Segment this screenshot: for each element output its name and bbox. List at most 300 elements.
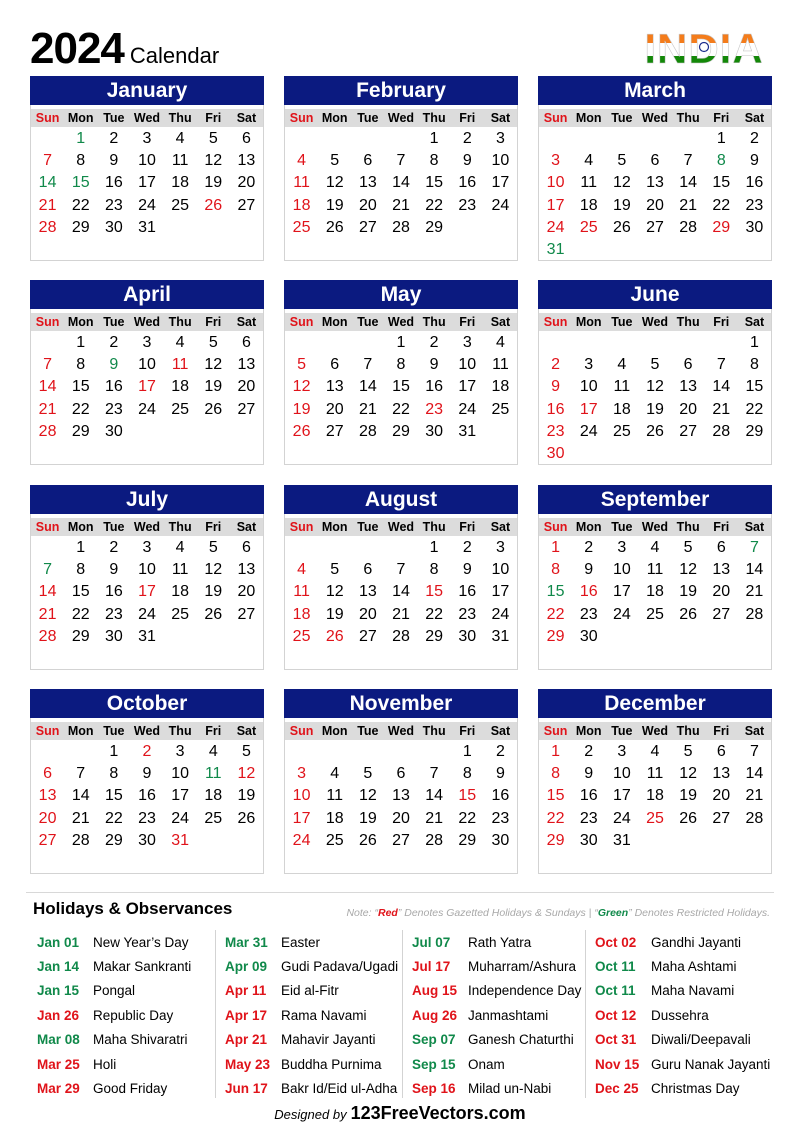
- day-cell: 1: [749, 334, 759, 351]
- weekday-label: Tue: [103, 520, 125, 534]
- weekday-header: [285, 109, 517, 127]
- day-cell: 24: [171, 809, 190, 827]
- weekday-label: Wed: [387, 111, 415, 125]
- day-cell: 27: [358, 627, 377, 645]
- day-cell: 6: [241, 539, 251, 556]
- weekday-label: Mon: [575, 111, 602, 125]
- holiday-row: [28, 1003, 212, 1027]
- month-name: June: [538, 280, 772, 309]
- empty-cell: [605, 332, 638, 354]
- day-cell: 2: [584, 539, 594, 556]
- empty-cell: [285, 537, 318, 559]
- holiday-name: Gandhi Jayanti: [651, 934, 742, 950]
- holiday-row: [586, 1052, 770, 1076]
- day-cell: 23: [579, 809, 598, 827]
- day-cell: 19: [292, 400, 311, 418]
- day-cell: 12: [679, 561, 698, 579]
- holiday-row: [28, 1052, 212, 1076]
- weekday-label: Sun: [289, 315, 314, 329]
- day-cell: 29: [71, 422, 90, 440]
- day-cell: 23: [491, 809, 510, 827]
- day-cell: 8: [396, 356, 406, 374]
- day-cell: 16: [425, 378, 444, 396]
- day-cell: 20: [679, 400, 698, 418]
- weekday-label: Mon: [67, 724, 94, 738]
- weekday-label: Wed: [387, 520, 415, 534]
- day-cell: 7: [683, 152, 693, 170]
- empty-cell: [418, 741, 451, 763]
- holiday-name: Milad un-Nabi: [468, 1081, 552, 1097]
- holiday-date: May 23: [225, 1056, 271, 1072]
- empty-cell: [572, 332, 605, 354]
- weekday-label: Fri: [205, 315, 222, 329]
- holiday-date: Jan 01: [37, 934, 80, 950]
- empty-cell: [638, 128, 671, 150]
- day-cell: 5: [208, 130, 218, 147]
- empty-cell: [705, 332, 738, 354]
- day-cell: 20: [392, 809, 410, 827]
- holiday-row: [28, 1076, 212, 1100]
- credit-site: 123FreeVectors.com: [350, 1103, 526, 1123]
- month-september: [538, 485, 772, 670]
- day-cell: 10: [138, 356, 156, 374]
- day-cell: 18: [171, 583, 190, 601]
- day-cell: 16: [458, 174, 477, 192]
- empty-cell: [605, 128, 638, 150]
- day-cell: 15: [425, 583, 444, 601]
- day-cell: 17: [138, 174, 156, 192]
- day-cell: 22: [104, 809, 123, 827]
- day-cell: 13: [325, 378, 344, 396]
- day-cell: 28: [712, 422, 731, 440]
- day-cell: 18: [171, 378, 190, 396]
- weekday-label: Mon: [67, 315, 94, 329]
- holiday-date: Aug 26: [412, 1007, 458, 1023]
- day-cell: 12: [204, 561, 223, 579]
- logo-text: INDIA: [644, 28, 764, 66]
- empty-cell: [539, 332, 572, 354]
- day-cell: 28: [745, 605, 764, 623]
- day-cell: 14: [392, 583, 410, 601]
- day-cell: 31: [546, 240, 565, 258]
- day-cell: 29: [458, 831, 477, 849]
- day-cell: 27: [712, 809, 731, 827]
- day-cell: 25: [292, 627, 311, 645]
- day-cell: 13: [38, 787, 57, 805]
- day-cell: 18: [612, 400, 631, 418]
- day-cell: 26: [646, 422, 664, 440]
- day-cell: 3: [617, 743, 627, 760]
- day-cell: 28: [392, 627, 410, 645]
- day-cell: 3: [142, 130, 152, 147]
- weekday-label: Thu: [168, 315, 192, 329]
- day-cell: 23: [104, 400, 123, 418]
- day-cell: 5: [330, 561, 340, 579]
- day-cell: 5: [363, 765, 373, 783]
- month-december: [538, 689, 772, 874]
- day-cell: 17: [138, 583, 156, 601]
- weekday-label: Sat: [490, 315, 511, 329]
- weekday-label: Mon: [321, 111, 348, 125]
- holiday-column: [585, 930, 770, 1098]
- weekday-label: Tue: [357, 724, 379, 738]
- weekday-label: Thu: [676, 111, 700, 125]
- note-prefix: Note: “: [346, 907, 378, 919]
- empty-cell: [539, 128, 572, 150]
- day-cell: 30: [579, 831, 598, 849]
- day-cell: 27: [712, 605, 731, 623]
- day-cell: 31: [458, 422, 477, 440]
- day-cell: 4: [297, 152, 307, 170]
- day-cell: 12: [358, 787, 377, 805]
- days-grid: [285, 741, 517, 852]
- weekday-label: Sun: [543, 111, 568, 125]
- month-october: [30, 689, 264, 874]
- day-cell: 23: [745, 196, 764, 214]
- day-cell: 21: [425, 809, 444, 827]
- day-cell: 22: [712, 196, 731, 214]
- holiday-date: Oct 02: [595, 934, 637, 950]
- month-february: [284, 76, 518, 261]
- holiday-row: [216, 930, 400, 954]
- day-cell: 30: [104, 422, 123, 440]
- holiday-row: [586, 930, 770, 954]
- holidays-section: [26, 892, 774, 1101]
- weekday-label: Tue: [103, 315, 125, 329]
- holiday-row: [216, 954, 400, 978]
- day-cell: 8: [749, 356, 759, 374]
- title-word: Calendar: [129, 43, 220, 68]
- day-cell: 27: [237, 400, 256, 418]
- holiday-date: Apr 17: [225, 1007, 268, 1023]
- day-cell: 22: [392, 400, 410, 418]
- day-cell: 22: [546, 809, 565, 827]
- day-cell: 16: [491, 787, 510, 805]
- empty-cell: [31, 537, 64, 559]
- weekday-label: Sun: [35, 111, 60, 125]
- note-suffix: ” Denotes Restricted Holidays.: [628, 907, 770, 919]
- day-cell: 19: [612, 196, 631, 214]
- day-cell: 13: [712, 561, 731, 579]
- day-cell: 28: [745, 809, 764, 827]
- day-cell: 23: [104, 196, 123, 214]
- day-cell: 3: [175, 743, 185, 760]
- holiday-row: [586, 954, 770, 978]
- day-cell: 10: [138, 561, 156, 579]
- weekday-header: [539, 518, 771, 536]
- day-cell: 6: [716, 743, 726, 760]
- days-grid: [539, 128, 771, 261]
- day-cell: 16: [104, 378, 123, 396]
- day-cell: 26: [292, 422, 311, 440]
- day-cell: 26: [358, 831, 377, 849]
- day-cell: 6: [330, 356, 340, 374]
- holiday-row: [28, 979, 212, 1003]
- day-cell: 13: [358, 174, 377, 192]
- month-july: [30, 485, 264, 670]
- day-cell: 16: [579, 787, 598, 805]
- holiday-date: Sep 07: [412, 1032, 456, 1048]
- holiday-date: Apr 09: [225, 959, 268, 975]
- month-name: August: [284, 485, 518, 514]
- day-cell: 7: [76, 765, 86, 783]
- weekday-label: Sat: [490, 520, 511, 534]
- day-cell: 10: [491, 152, 510, 170]
- day-cell: 7: [43, 152, 53, 170]
- day-cell: 6: [241, 130, 251, 147]
- days-grid: [539, 537, 771, 648]
- day-cell: 1: [551, 539, 561, 556]
- day-cell: 20: [358, 196, 377, 214]
- day-cell: 24: [138, 196, 156, 214]
- day-cell: 27: [237, 196, 256, 214]
- day-cell: 13: [358, 583, 377, 601]
- day-cell: 3: [617, 539, 627, 556]
- holiday-name: Mahavir Jayanti: [281, 1032, 376, 1048]
- day-cell: 4: [650, 743, 660, 760]
- holiday-date: Jun 17: [225, 1081, 268, 1097]
- day-cell: 1: [76, 539, 86, 556]
- day-cell: 24: [458, 400, 477, 418]
- holiday-date: Oct 31: [595, 1032, 637, 1048]
- empty-cell: [318, 128, 351, 150]
- day-cell: 19: [325, 605, 344, 623]
- day-cell: 19: [204, 174, 223, 192]
- day-cell: 21: [392, 605, 410, 623]
- holiday-name: Janmashtami: [468, 1007, 549, 1023]
- day-cell: 5: [208, 334, 218, 351]
- day-cell: 17: [491, 583, 510, 601]
- day-cell: 20: [325, 400, 344, 418]
- day-cell: 14: [38, 378, 57, 396]
- day-cell: 11: [204, 765, 222, 783]
- day-cell: 20: [358, 605, 377, 623]
- day-cell: 31: [138, 218, 156, 236]
- holiday-name: Gudi Padava/Ugadi: [281, 959, 399, 975]
- holiday-row: [216, 1028, 400, 1052]
- day-cell: 7: [429, 765, 439, 783]
- day-cell: 8: [551, 765, 561, 783]
- weekday-label: Tue: [357, 520, 379, 534]
- day-cell: 10: [579, 378, 598, 396]
- day-cell: 10: [458, 356, 477, 374]
- weekday-header: [31, 518, 263, 536]
- weekday-label: Sat: [490, 724, 511, 738]
- holiday-date: Oct 12: [595, 1007, 637, 1023]
- day-cell: 24: [612, 605, 631, 623]
- day-cell: 14: [745, 765, 764, 783]
- weekday-label: Sun: [35, 315, 60, 329]
- weekday-header: [31, 109, 263, 127]
- day-cell: 23: [458, 605, 477, 623]
- day-cell: 1: [76, 334, 86, 351]
- day-cell: 13: [646, 174, 664, 192]
- day-cell: 2: [584, 743, 594, 760]
- weekday-label: Sat: [490, 111, 511, 125]
- weekday-label: Sat: [236, 111, 257, 125]
- holiday-date: Jul 17: [412, 959, 451, 975]
- day-cell: 20: [646, 196, 664, 214]
- note-green-word: Green: [597, 907, 629, 919]
- day-cell: 17: [579, 400, 598, 418]
- weekday-label: Sat: [744, 315, 765, 329]
- day-cell: 23: [104, 605, 123, 623]
- day-cell: 9: [462, 152, 472, 170]
- weekday-label: Tue: [103, 724, 125, 738]
- day-cell: 26: [204, 605, 223, 623]
- holiday-name: Rama Navami: [281, 1007, 367, 1023]
- weekday-label: Sat: [236, 315, 257, 329]
- day-cell: 5: [650, 356, 660, 374]
- holidays-title: Holidays & Observances: [33, 899, 233, 918]
- day-cell: 13: [712, 765, 731, 783]
- day-cell: 16: [138, 787, 156, 805]
- holiday-row: [28, 1028, 212, 1052]
- holiday-date: Mar 08: [37, 1032, 80, 1048]
- weekday-label: Wed: [387, 724, 415, 738]
- empty-cell: [64, 741, 97, 763]
- day-cell: 7: [396, 152, 406, 170]
- weekday-label: Thu: [422, 724, 446, 738]
- day-cell: 11: [492, 356, 509, 374]
- day-cell: 22: [425, 605, 444, 623]
- day-cell: 7: [396, 561, 406, 579]
- weekday-label: Fri: [459, 520, 476, 534]
- weekday-label: Mon: [321, 315, 348, 329]
- day-cell: 9: [109, 561, 119, 579]
- day-cell: 1: [396, 334, 406, 351]
- month-november: [284, 689, 518, 874]
- day-cell: 9: [551, 378, 561, 396]
- holiday-date: Oct 11: [595, 983, 636, 999]
- day-cell: 5: [241, 743, 251, 760]
- day-cell: 28: [71, 831, 90, 849]
- holiday-date: Jan 15: [37, 983, 80, 999]
- weekday-label: Tue: [357, 111, 379, 125]
- day-cell: 6: [650, 152, 660, 170]
- month-august: [284, 485, 518, 670]
- day-cell: 15: [392, 378, 410, 396]
- month-name: April: [30, 280, 264, 309]
- day-cell: 8: [462, 765, 472, 783]
- day-cell: 22: [425, 196, 444, 214]
- day-cell: 22: [546, 605, 565, 623]
- weekday-label: Wed: [133, 315, 161, 329]
- holiday-row: [403, 979, 587, 1003]
- day-cell: 15: [104, 787, 123, 805]
- day-cell: 15: [712, 174, 731, 192]
- day-cell: 30: [104, 218, 123, 236]
- weekday-label: Sun: [35, 520, 60, 534]
- day-cell: 21: [712, 400, 731, 418]
- day-cell: 1: [429, 539, 439, 556]
- holiday-date: Mar 25: [37, 1056, 80, 1072]
- day-cell: 17: [292, 809, 311, 827]
- weekday-label: Sun: [543, 315, 568, 329]
- holiday-name: Buddha Purnima: [281, 1056, 382, 1072]
- day-cell: 13: [237, 356, 256, 374]
- holiday-date: Aug 15: [412, 983, 458, 999]
- day-cell: 21: [745, 583, 764, 601]
- weekday-label: Mon: [575, 315, 602, 329]
- day-cell: 7: [43, 356, 53, 374]
- weekday-label: Wed: [641, 315, 669, 329]
- holiday-date: Jul 07: [412, 934, 451, 950]
- day-cell: 14: [358, 378, 377, 396]
- day-cell: 15: [71, 174, 90, 192]
- day-cell: 25: [171, 196, 190, 214]
- day-cell: 16: [458, 583, 477, 601]
- day-cell: 6: [241, 334, 251, 351]
- day-cell: 11: [646, 561, 664, 579]
- day-cell: 22: [458, 809, 477, 827]
- day-cell: 5: [208, 539, 218, 556]
- holiday-name: Bakr Id/Eid ul-Adha: [281, 1081, 398, 1097]
- holiday-date: Sep 16: [412, 1081, 456, 1097]
- day-cell: 28: [358, 422, 377, 440]
- holiday-row: [28, 930, 212, 954]
- day-cell: 26: [204, 196, 223, 214]
- month-april: [30, 280, 264, 465]
- day-cell: 24: [491, 196, 510, 214]
- day-cell: 27: [237, 605, 256, 623]
- day-cell: 27: [646, 218, 664, 236]
- holiday-name: Guru Nanak Jayanti: [651, 1056, 771, 1072]
- day-cell: 4: [650, 539, 660, 556]
- day-cell: 19: [679, 787, 698, 805]
- day-cell: 2: [109, 539, 119, 556]
- holiday-date: Mar 29: [37, 1081, 80, 1097]
- month-name: September: [538, 485, 772, 514]
- day-cell: 21: [745, 787, 764, 805]
- day-cell: 9: [109, 356, 119, 374]
- weekday-label: Sun: [543, 724, 568, 738]
- month-march: [538, 76, 772, 261]
- day-cell: 2: [109, 130, 119, 147]
- day-cell: 23: [458, 196, 477, 214]
- day-cell: 23: [579, 605, 598, 623]
- empty-cell: [31, 741, 64, 763]
- day-cell: 26: [237, 809, 256, 827]
- month-january: [30, 76, 264, 261]
- day-cell: 1: [76, 130, 86, 147]
- empty-cell: [384, 741, 417, 763]
- empty-cell: [285, 741, 318, 763]
- day-cell: 12: [646, 378, 664, 396]
- holiday-name: Onam: [468, 1056, 505, 1072]
- day-cell: 13: [237, 561, 256, 579]
- day-cell: 3: [142, 334, 152, 351]
- days-grid: [539, 741, 771, 852]
- holiday-row: [586, 1076, 770, 1100]
- day-cell: 8: [76, 561, 86, 579]
- day-cell: 5: [297, 356, 307, 374]
- day-cell: 1: [109, 743, 119, 760]
- weekday-header: [285, 722, 517, 740]
- holiday-date: Apr 21: [225, 1032, 268, 1048]
- holiday-row: [586, 979, 770, 1003]
- month-may: [284, 280, 518, 465]
- weekday-label: Sun: [289, 724, 314, 738]
- day-cell: 11: [326, 787, 344, 805]
- day-cell: 19: [325, 196, 344, 214]
- weekday-label: Fri: [205, 724, 222, 738]
- holiday-column: [402, 930, 587, 1098]
- day-cell: 6: [43, 765, 53, 783]
- day-cell: 18: [325, 809, 344, 827]
- day-cell: 13: [237, 152, 256, 170]
- holiday-name: Rath Yatra: [468, 934, 532, 950]
